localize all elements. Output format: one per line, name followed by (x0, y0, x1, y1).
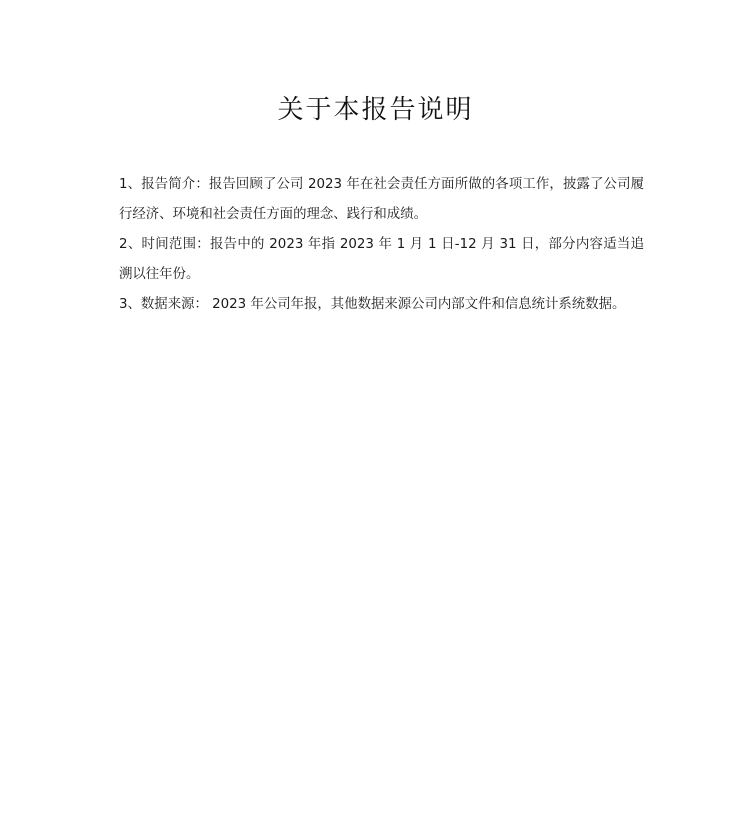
note-item-time-range: 2、时间范围：报告中的 2023 年指 2023 年 1 月 1 日-12 月 31 日，部分内容适当追溯以往年份。 (119, 237, 644, 282)
note-item-overview: 1、报告简介：报告回顾了公司 2023 年在社会责任方面所做的各项工作，披露了公司履行经济、环境和社会责任方面的理念、践行和成绩。 (119, 177, 644, 222)
report-notes (119, 170, 644, 320)
note-item-data-source: 3、数据来源： 2023 年公司年报，其他数据来源公司内部文件和信息统计系统数据。 (119, 297, 626, 312)
page-title: 关于本报告说明 (277, 95, 474, 125)
